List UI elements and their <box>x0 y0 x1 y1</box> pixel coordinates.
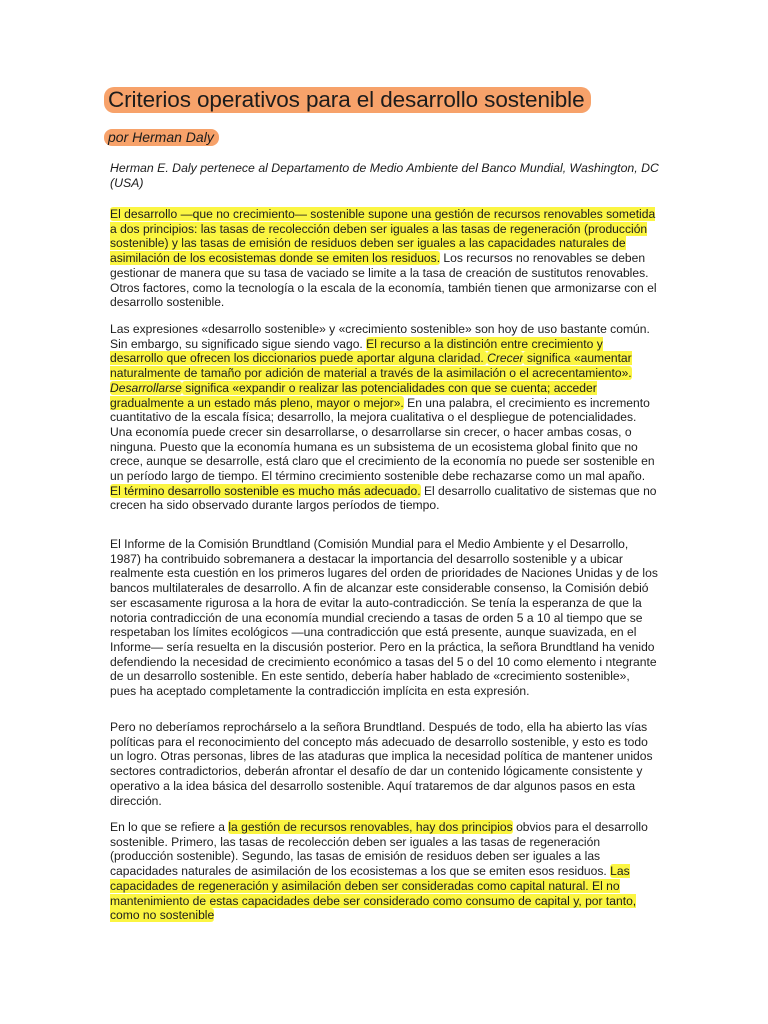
author-affiliation: Herman E. Daly pertenece al Departamento de Medio Ambiente del Banco Mundial, Washington, DC (USA) <box>110 161 659 190</box>
highlighted-text: significa «expandir o realizar las potencialidades con que se cuenta; acceder gradualmente a un estado más pleno, mayor o mejor». <box>110 380 597 410</box>
highlighted-text: El recurso a la distinción entre crecimiento y desarrollo que ofrecen los diccionarios puede aportar alguna claridad. <box>110 336 603 366</box>
body-text: En lo que se refiere a <box>110 820 229 834</box>
body-text: Pero no deberíamos reprochárselo a la señora Brundtland. Después de todo, ella ha abierto las vías políticas para el reconocimiento del concepto más adecuado de desarrollo sostenible, y esto es todo un logro. Otras personas, libres de las ataduras que implica la necesidad política de mantener unidos sectores contradictorios, deberán afrontar el desafío de dar un contenido lógicamente consistente y operativo a la idea básica del desarrollo sostenible. Aquí trataremos de dar algunos pasos en esta dirección. <box>110 720 653 808</box>
paragraph <box>110 537 658 699</box>
paragraph <box>110 207 658 310</box>
highlighted-text: El término desarrollo sostenible es mucho más adecuado. <box>110 483 421 498</box>
highlighted-text: significa «aumentar naturalmente de tamaño por adición de material a través de la asimilación o el acrecentamiento». <box>110 351 632 381</box>
body-text: En una palabra, el crecimiento es incremento cuantitativo de la escala física; desarrollo, la mejora cualitativa o el despliegue de potencialidades. Una economía puede crecer sin desarrollarse, o desarrollarse sin crecer, o hacer ambas cosas, o ninguna. Puesto que la economía humana es un subsistema de un ecosistema global finito que no crece, aunque se desarrolle, está claro que el crecimiento de la economía no puede ser sostenible en un período largo de tiempo. El término crecimiento sostenible debe rechazarse como un mal apaño. <box>110 395 655 484</box>
highlighted-text: Las capacidades de regeneración y asimilación deben ser consideradas como capital natural. El no mantenimiento de estas capacidades debe ser considerado como consumo de capital y, por tanto, como no sostenible <box>110 864 637 923</box>
document-author-text: por Herman Daly <box>104 129 219 146</box>
highlighted-text: El desarrollo —que no crecimiento— sostenible supone una gestión de recursos renovables sometida a dos principios: las tasas de recolección deben ser iguales a las tasas de regeneración (producción sostenible) y las tasas de emisión de residuos deben ser iguales a las capacidades naturales de asimilación de los ecosistemas donde se emiten los residuos. <box>110 207 656 266</box>
highlighted-text: Desarrollarse <box>110 380 182 395</box>
body-text: El desarrollo cualitativo de sistemas que no crecen ha sido observado durante largos períodos de tiempo. <box>110 483 657 513</box>
body-text: Los recursos no renovables se deben gestionar de manera que su tasa de vaciado se limite a la tasa de creación de sustitutos renovables. Otros factores, como la tecnología o la escala de la economía, también tienen que armonizarse con el desarrollo sostenible. <box>110 251 657 310</box>
document-author <box>104 126 219 148</box>
paragraph <box>110 820 658 923</box>
document-title <box>104 85 591 115</box>
highlighted-text: Crecer <box>487 351 524 366</box>
paragraph <box>110 720 658 808</box>
body-text: Las expresiones «desarrollo sostenible» y «crecimiento sostenible» son hoy de uso bastante común. Sin embargo, su significado sigue siendo vago. <box>110 322 650 351</box>
highlighted-text: la gestión de recursos renovables, hay dos principios <box>228 820 513 834</box>
body-text: obvios para el desarrollo sostenible. Primero, las tasas de recolección deben ser iguales a las tasas de regeneración (producción sostenible). Segundo, las tasas de emisión de residuos deben ser iguales a las capacidades naturales de asimilación de los ecosistemas a los que se emiten esos residuos. <box>110 820 648 879</box>
paragraph <box>110 322 658 513</box>
document-title-text: Criterios operativos para el desarrollo sostenible <box>104 87 591 113</box>
body-text: El Informe de la Comisión Brundtland (Comisión Mundial para el Medio Ambiente y el Desarrollo, 1987) ha contribuido sobremanera a destacar la importancia del desarrollo sostenible y a ubicar realmente esta cuestión en los primeros lugares del orden de prioridades de Naciones Unidas y de los bancos multilaterales de desarrollo. A fin de alcanzar este considerable consenso, la Comisión debió ser escasamente rigurosa a la hora de evitar la auto-contradicción. Se tenía la esperanza de que la notoria contradicción de una economía mundial creciendo a tasas de orden 5 a 10 al tiempo que se respetaban los límites ecológicos —una contradicción que está presente, aunque suavizada, en el Informe— sería resuelta en la discusión posterior. Pero en la práctica, la señora Brundtland ha venido defendiendo la necesidad de crecimiento económico a tasas del 5 o del 10 como elemento i ntegrante de un desarrollo sostenible. En este sentido, debería haber hablado de «crecimiento sostenible», pues ha aceptado completamente la contradicción implícita en esta expresión. <box>110 537 658 699</box>
